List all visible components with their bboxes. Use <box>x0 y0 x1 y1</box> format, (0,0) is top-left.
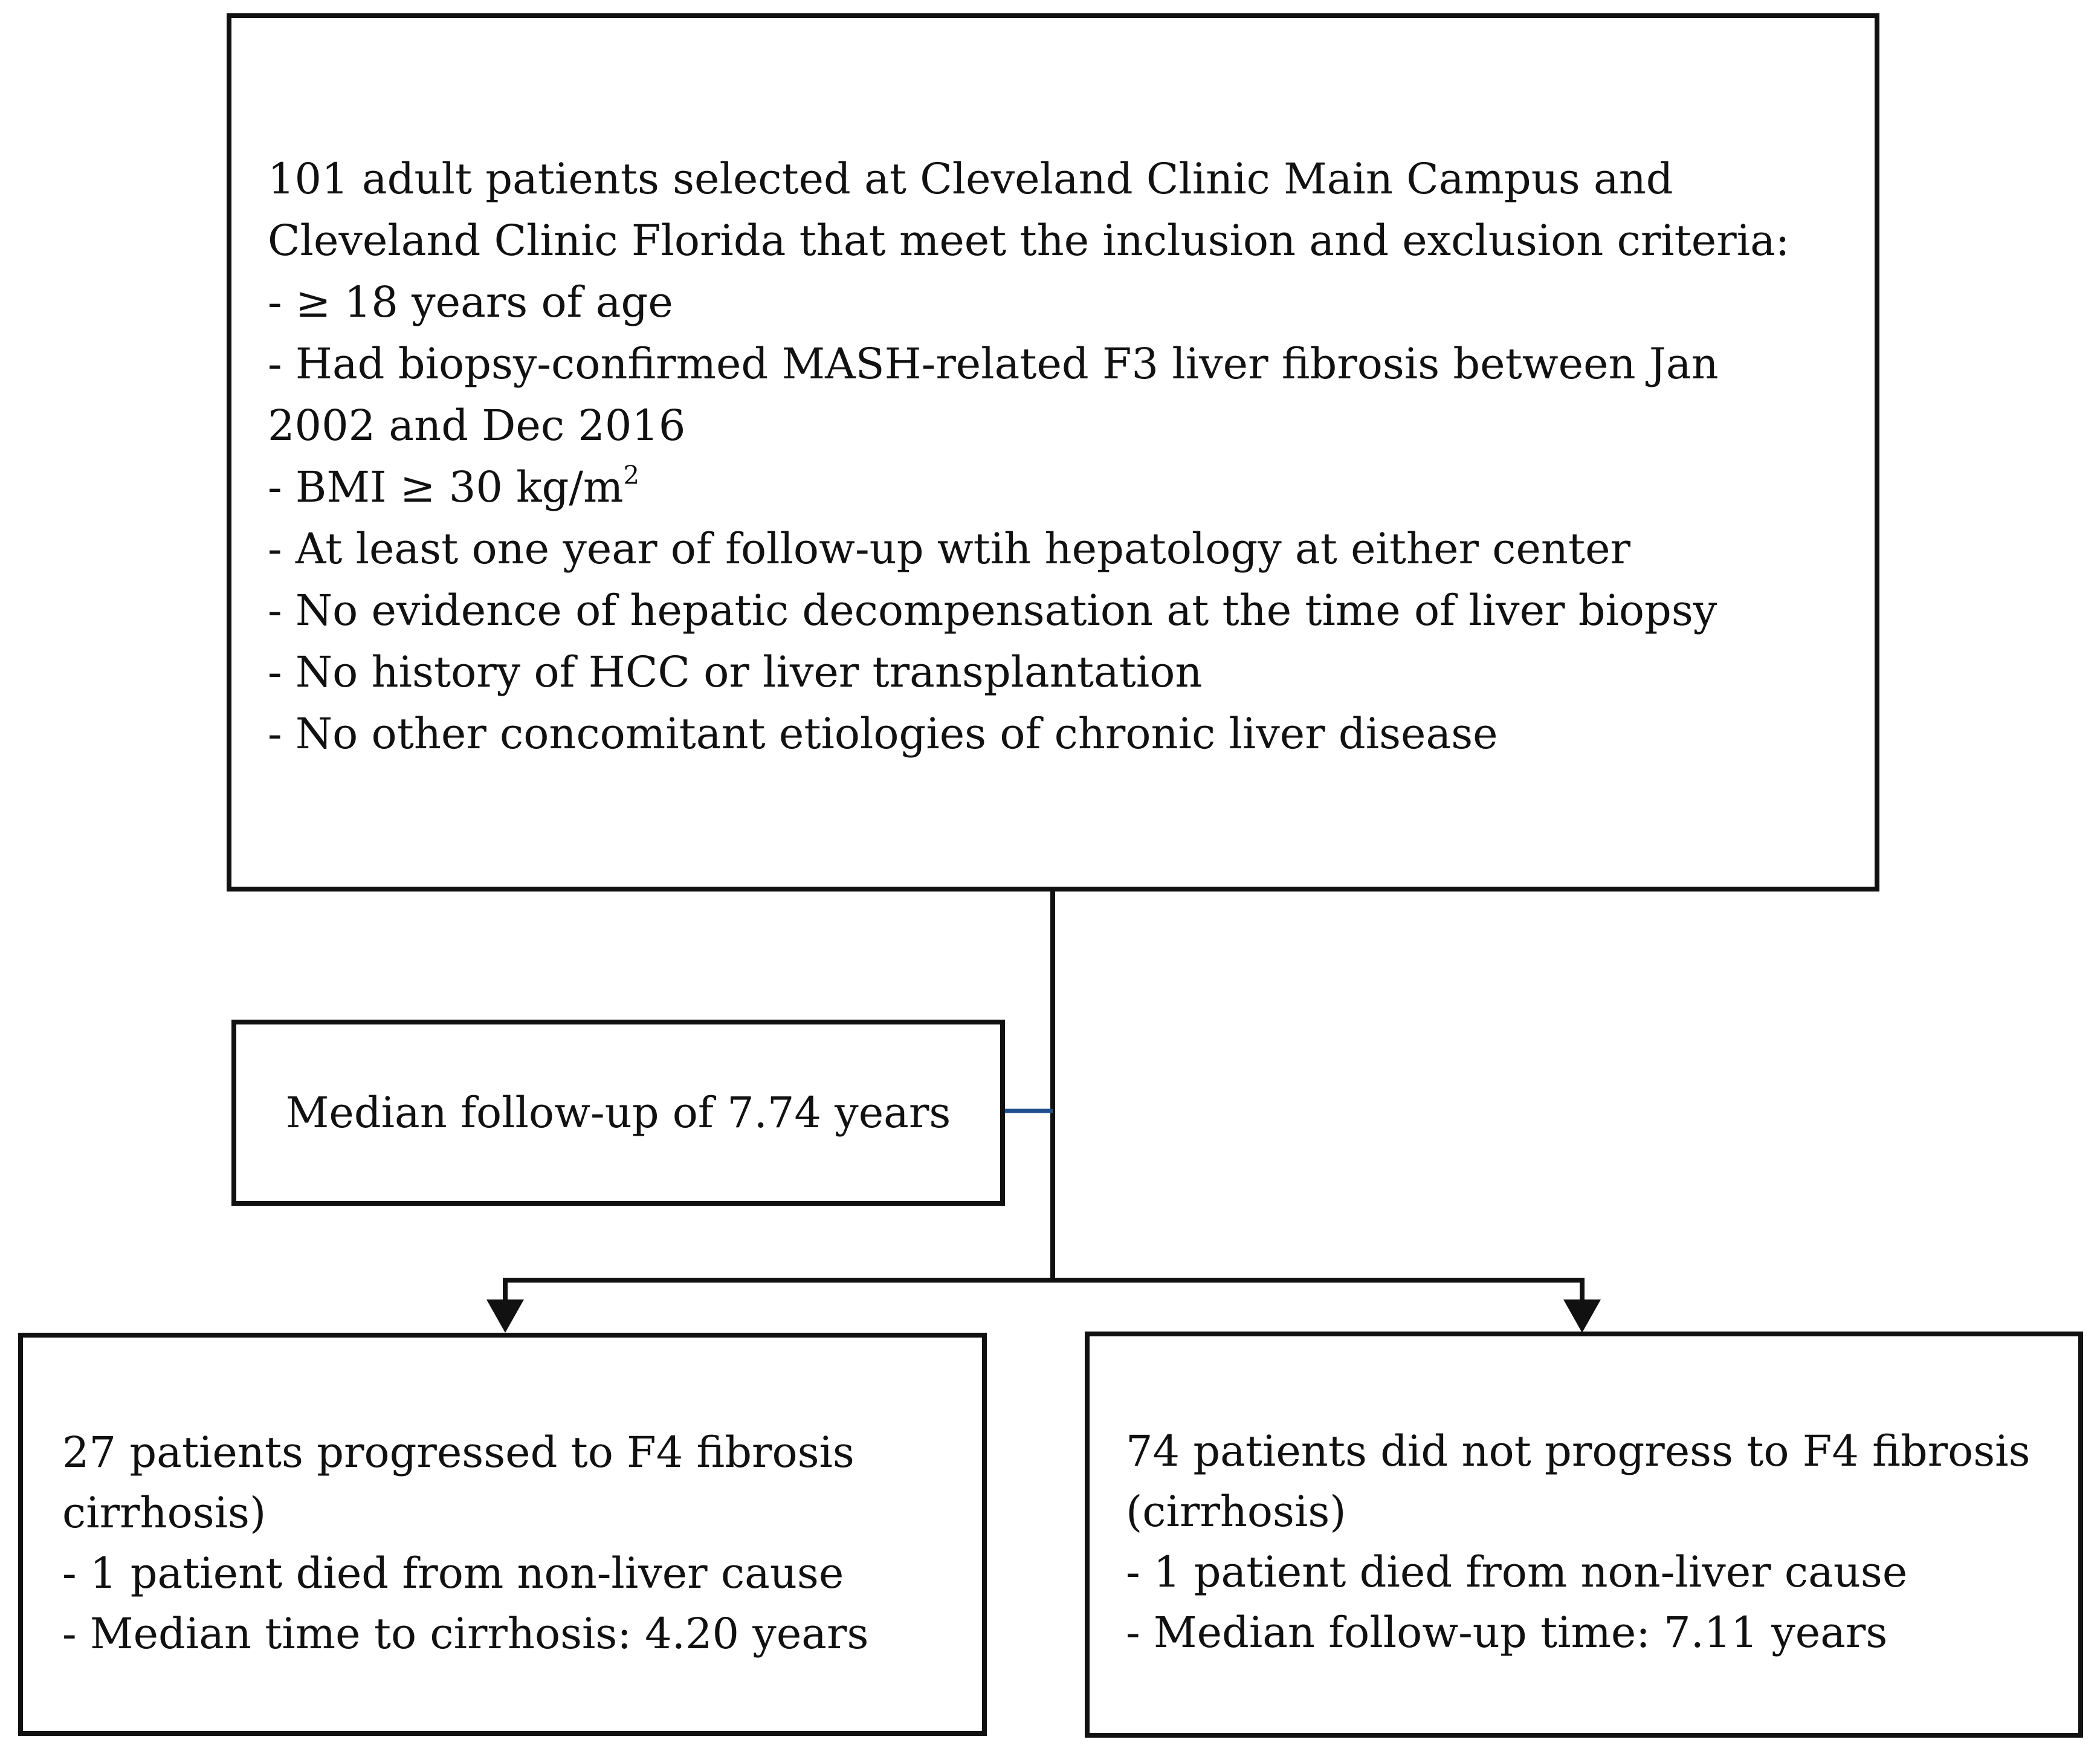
arrowhead-right <box>1563 1299 1601 1333</box>
inclusion-criteria-box <box>227 13 1879 892</box>
progressed-box <box>18 1333 987 1736</box>
progressed-line-4: - Median time to cirrhosis: 4.20 years <box>62 1609 869 1659</box>
progressed-line-1: 27 patients progressed to F4 fibrosis <box>62 1428 855 1477</box>
median-followup-box <box>231 1020 1005 1206</box>
not-progressed-line-1: 74 patients did not progress to F4 fibrosis <box>1126 1426 2031 1476</box>
median-followup-text: Median follow-up of 7.74 years <box>285 1088 951 1138</box>
criterion-biopsy-dates: 2002 and Dec 2016 <box>268 401 686 450</box>
criterion-followup: - At least one year of follow-up wtih hepatology at either center <box>268 524 1631 574</box>
criterion-hcc: - No history of HCC or liver transplantation <box>268 647 1203 697</box>
bmi-superscript: 2 <box>623 460 640 490</box>
progressed-line-2: cirrhosis) <box>62 1488 267 1538</box>
arrowhead-left <box>486 1299 524 1333</box>
criterion-bmi-text: - BMI ≥ 30 kg/m <box>268 462 624 512</box>
criterion-biopsy: - Had biopsy-confirmed MASH-related F3 liver fibrosis between Jan <box>268 339 1719 389</box>
intro-line-2: Cleveland Clinic Florida that meet the inclusion and exclusion criteria: <box>268 216 1790 265</box>
criterion-other-etiologies: - No other concomitant etiologies of chronic liver disease <box>268 709 1498 759</box>
criterion-decompensation: - No evidence of hepatic decompensation at the time of liver biopsy <box>268 586 1717 635</box>
criterion-age: - ≥ 18 years of age <box>268 277 673 327</box>
not-progressed-box <box>1085 1332 2083 1738</box>
not-progressed-line-3: - 1 patient died from non-liver cause <box>1126 1547 1908 1597</box>
not-progressed-line-2: (cirrhosis) <box>1126 1487 1346 1536</box>
intro-line-1: 101 adult patients selected at Cleveland Clinic Main Campus and <box>268 154 1673 204</box>
progressed-line-3: - 1 patient died from non-liver cause <box>62 1549 844 1598</box>
criterion-bmi <box>268 456 1875 518</box>
not-progressed-line-4: - Median follow-up time: 7.11 years <box>1126 1608 1888 1657</box>
